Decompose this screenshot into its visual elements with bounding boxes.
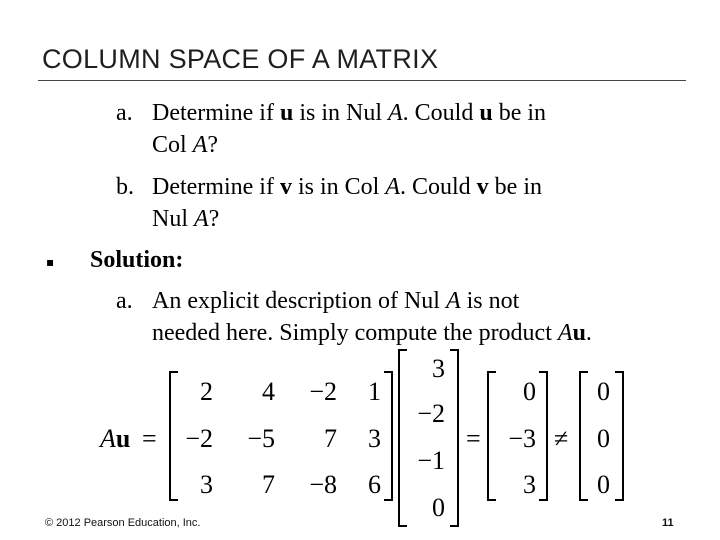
item-b-line-1: Determine if v is in Col A. Could v be in bbox=[152, 174, 542, 200]
zero-vector-entry: 0 bbox=[597, 377, 610, 406]
matrix-a-entry: 1 bbox=[368, 377, 381, 406]
matrix-a-left-bracket bbox=[170, 372, 178, 500]
matrix-a-entry: −2 bbox=[185, 424, 213, 453]
lhs-vector-symbol: u bbox=[115, 424, 131, 453]
item-a-label: a. bbox=[116, 100, 133, 126]
matrix-a-entry: 3 bbox=[200, 470, 213, 499]
vector-u-entry: 3 bbox=[432, 354, 445, 383]
vector-u-left-bracket bbox=[399, 350, 407, 526]
vector-u-right-bracket bbox=[450, 350, 458, 526]
solution-heading: Solution: bbox=[90, 247, 184, 273]
product-entries bbox=[508, 377, 536, 499]
matrix-a-entry: 4 bbox=[262, 377, 275, 406]
matrix-a-entry: 3 bbox=[368, 424, 381, 453]
matrix-a-entry: 6 bbox=[368, 470, 381, 499]
equation-lhs bbox=[98, 424, 157, 453]
product-entry: 3 bbox=[523, 470, 536, 499]
solution-line-2: needed here. Simply compute the product Au. bbox=[152, 320, 592, 346]
vector-u-entries bbox=[417, 354, 445, 522]
product-right-bracket bbox=[539, 372, 547, 500]
item-a-line-1: Determine if u is in Nul A. Could u be in bbox=[152, 100, 547, 126]
zero-vector-entry: 0 bbox=[597, 470, 610, 499]
product-left-bracket bbox=[488, 372, 496, 500]
lhs-matrix-symbol: A bbox=[100, 424, 116, 453]
matrix-a-entry: 2 bbox=[200, 377, 213, 406]
solution-a-label: a. bbox=[116, 288, 133, 314]
matrix-a-entry: −2 bbox=[309, 377, 337, 406]
vector-u-entry: −2 bbox=[417, 399, 445, 428]
item-a-line-2: Col A? bbox=[152, 132, 219, 158]
bullet-icon: ▪ bbox=[46, 255, 55, 269]
page-number: 11 bbox=[662, 517, 674, 529]
product-entry: −3 bbox=[508, 424, 536, 453]
equals-sign-1: = bbox=[142, 424, 157, 453]
matrix-a-entry: −5 bbox=[247, 424, 275, 453]
slide-title: COLUMN SPACE OF A MATRIX bbox=[42, 44, 439, 74]
item-b-line-2: Nul A? bbox=[152, 206, 220, 232]
zero-vector-entries bbox=[597, 377, 610, 499]
zero-vector-entry: 0 bbox=[597, 424, 610, 453]
zero-vector-left-bracket bbox=[580, 372, 588, 500]
vector-u-entry: −1 bbox=[417, 446, 445, 475]
not-equal-sign: ≠ bbox=[554, 424, 569, 453]
vector-u-entry: 0 bbox=[432, 493, 445, 522]
svg-text:Au bbox=[98, 424, 130, 453]
matrix-a-entry: −8 bbox=[309, 470, 337, 499]
item-b-label: b. bbox=[116, 174, 134, 200]
matrix-a-entry: 7 bbox=[262, 470, 275, 499]
solution-line-1: An explicit description of Nul A is not bbox=[152, 288, 520, 314]
equals-sign-2: = bbox=[466, 424, 481, 453]
footer-copyright: © 2012 Pearson Education, Inc. bbox=[45, 517, 201, 529]
product-entry: 0 bbox=[523, 377, 536, 406]
matrix-a-right-bracket bbox=[384, 372, 392, 500]
matrix-a-entry: 7 bbox=[324, 424, 337, 453]
zero-vector-right-bracket bbox=[615, 372, 623, 500]
matrix-a-entries bbox=[185, 377, 381, 499]
